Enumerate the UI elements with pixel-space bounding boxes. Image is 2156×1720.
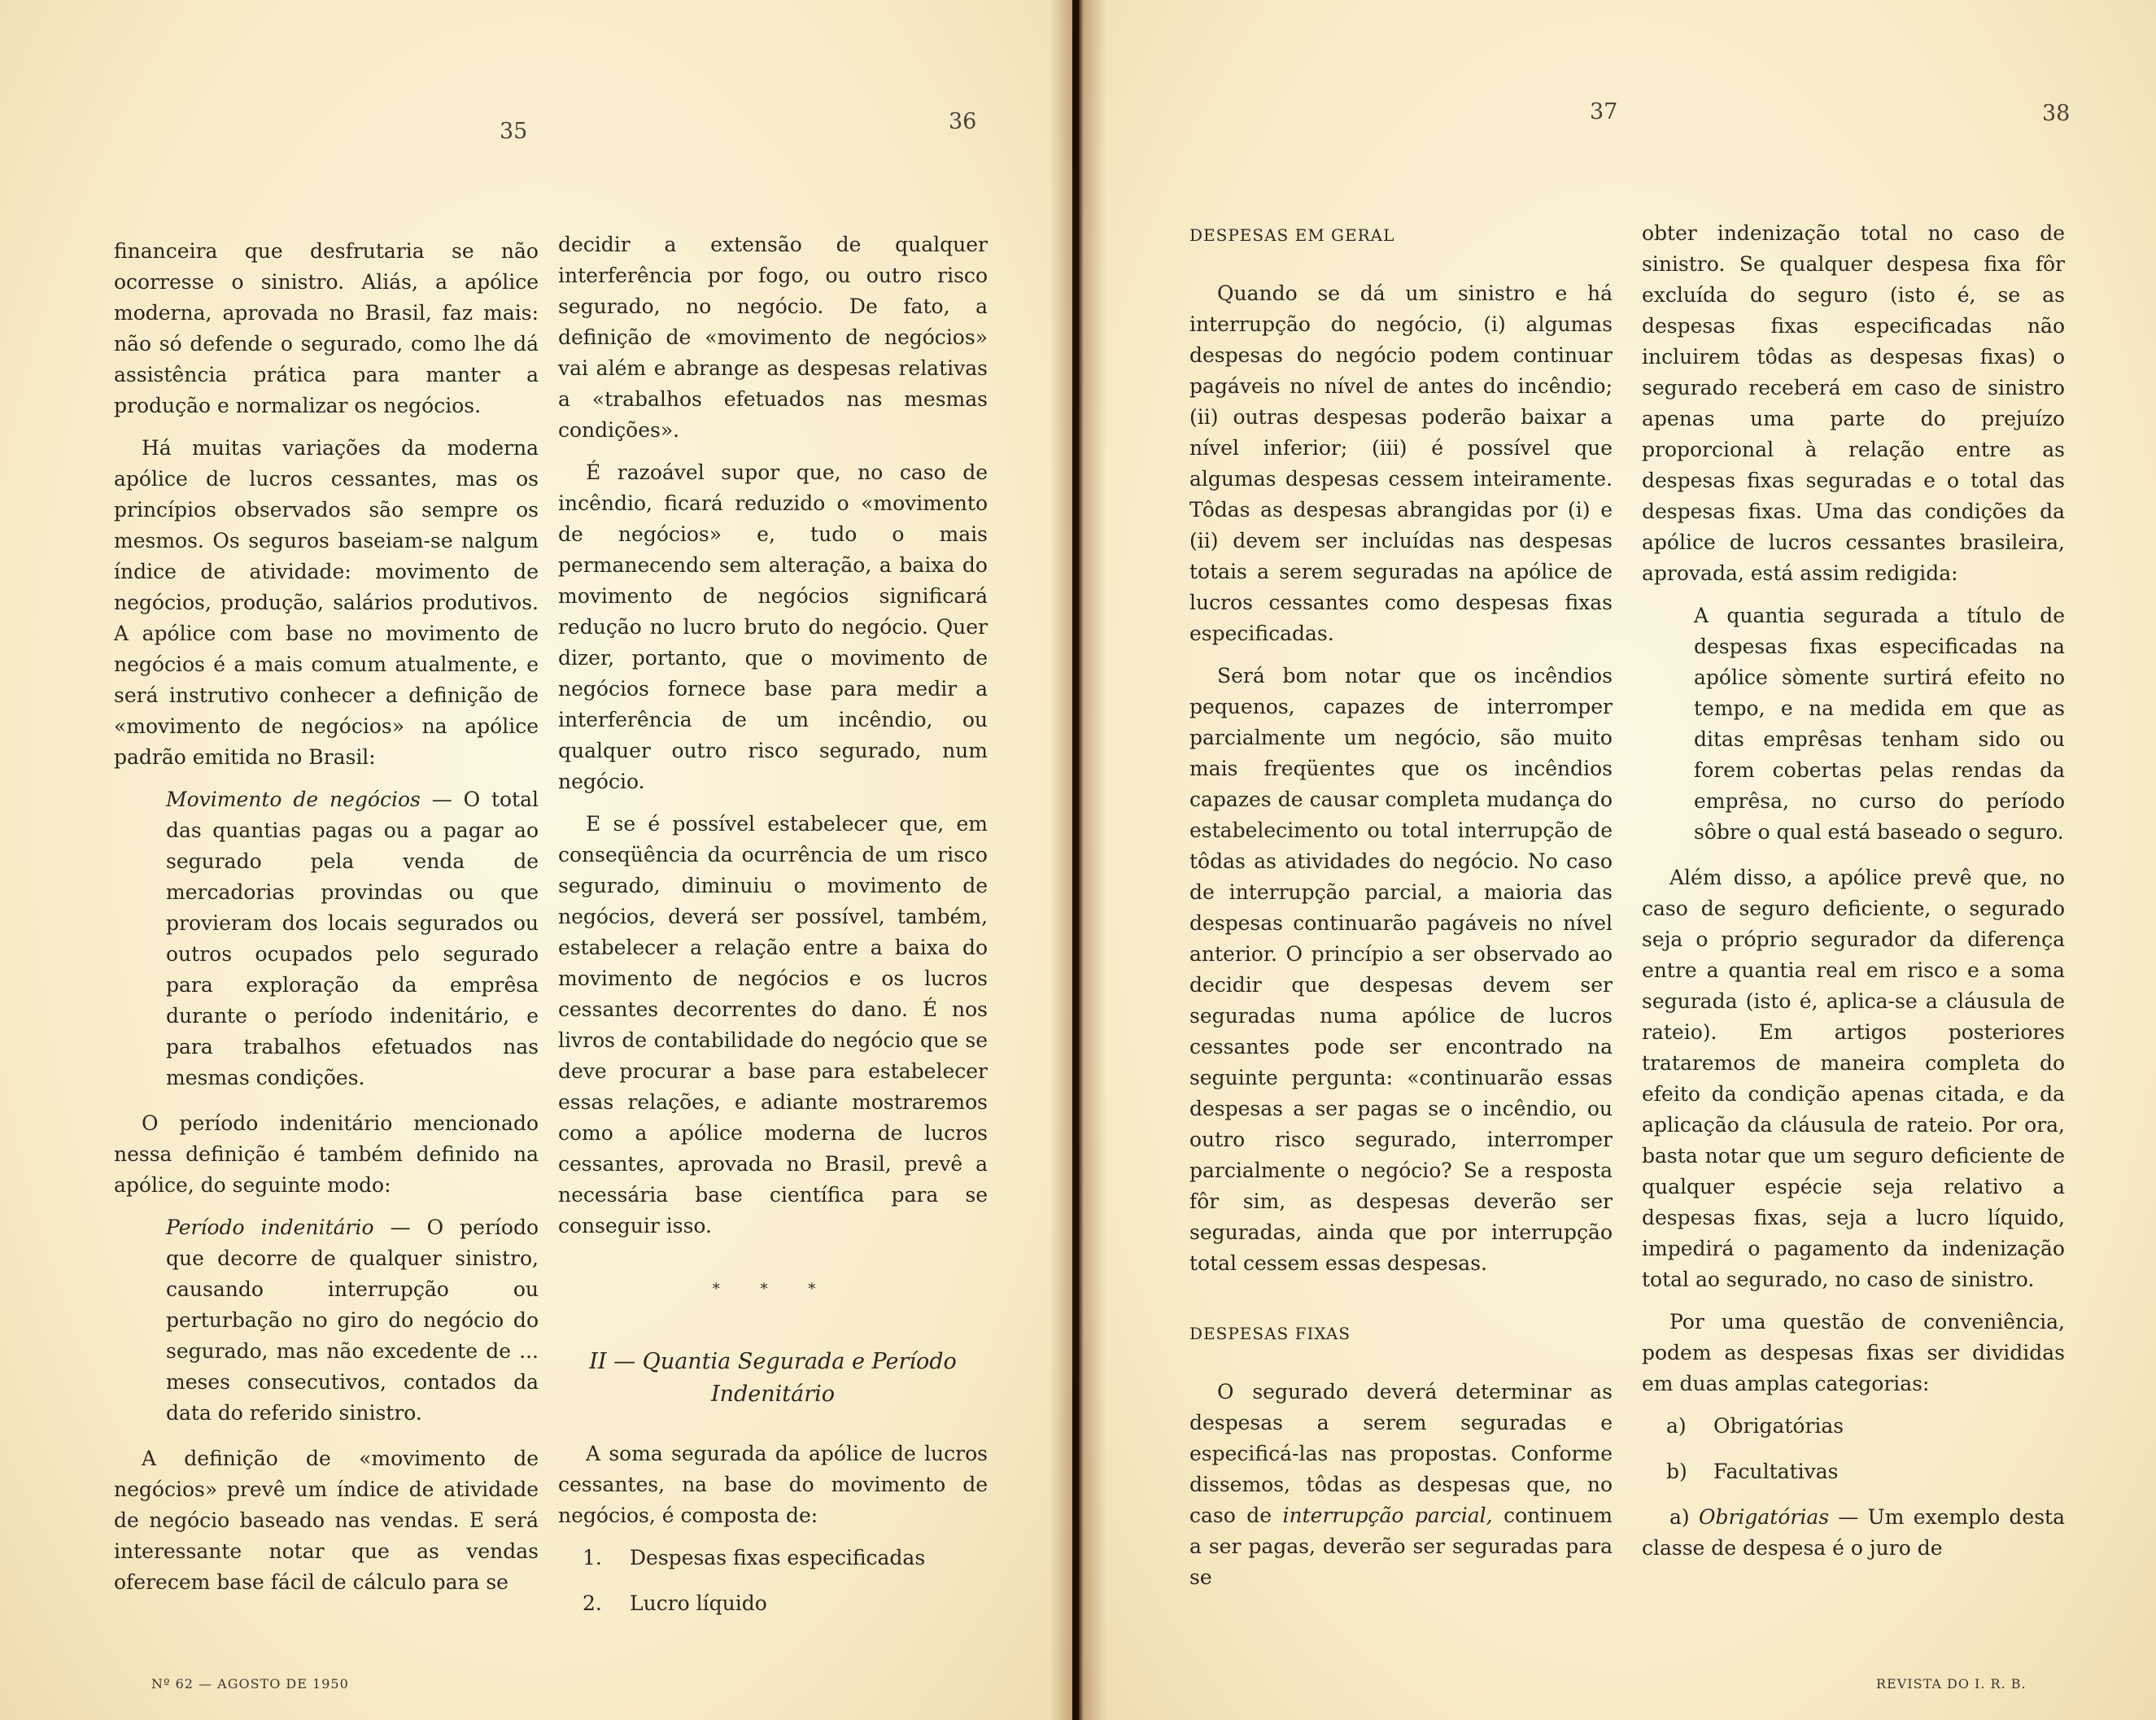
paragraph-text: continuem a ser pagas, deverão ser seguradas para se xyxy=(1189,1504,1613,1589)
paragraph: E se é possível estabelecer que, em conseqüência da ocurrência de um risco segurado, diminuiu o movimento de negócios, deverá ser possível, também, estabelecer a relação entre a baixa do movimento de negócios e os lucros cessantes decorrentes do dano. É nos livros de contabilidade do negócio que se deve procurar a base para estabelecer essas relações, e adiante mostraremos como a apólice moderna de lucros cessantes, aprovada no Brasil, prevê a necessária base científica para se conseguir isso. xyxy=(558,812,988,1238)
paragraph: Há muitas variações da moderna apólice de lucros cessantes, mas os princípios observados são sempre os mesmos. Os seguros baseiam-se nalgum índice de atividade: movimento de negócios, produção, salários produtivos. A apólice com base no movimento de negócios é a mais comum atualmente, e será instrutivo conhecer a definição de «movimento de negócios» na apólice padrão emitida no Brasil: xyxy=(114,436,539,769)
paragraph: A definição de «movimento de negócios» prevê um índice de atividade de negócio baseado nas vendas. E será interessante notar que as vendas oferecem base fácil de cálculo para se xyxy=(114,1447,539,1594)
column-page-36 xyxy=(558,229,988,1634)
paragraph: decidir a extensão de qualquer interferência por fogo, ou outro risco segurado, no negócio. De fato, a definição de «movimento de negócios» vai além e abrange as despesas relativas a «trabalhos efetuados nas mesmas condições». xyxy=(558,233,988,442)
list-item-text: Facultativas xyxy=(1713,1460,1839,1483)
list-item xyxy=(583,1588,988,1619)
definition-movimento xyxy=(166,784,539,1094)
page-number-35: 35 xyxy=(500,119,528,144)
page-number-37: 37 xyxy=(1590,99,1618,124)
list-item-letter: a) xyxy=(1666,1414,1687,1438)
paragraph xyxy=(1642,1502,2065,1564)
definition-term: Período indenitário xyxy=(166,1216,374,1239)
list-item-number: 1. xyxy=(583,1546,602,1569)
definition-text: — O total das quantias pagas ou a pagar ao segurado pela venda de mercadorias provindas ou que provieram dos locais segurados ou outros ocupados pelo segurado para exploração da emprêsa durante o período indenitário, e para trabalhos efetuados nas mesmas condições. xyxy=(166,788,539,1089)
section-label: DESPESAS EM GERAL xyxy=(1189,225,1395,245)
column-page-37 xyxy=(1189,220,1613,1604)
page-number-38: 38 xyxy=(2042,101,2071,126)
list-item xyxy=(1666,1411,2065,1442)
paragraph xyxy=(1189,1377,1613,1593)
section-label: DESPESAS FIXAS xyxy=(1189,1324,1351,1343)
paragraph: Além disso, a apólice prevê que, no caso de seguro deficiente, o segurado seja o próprio segurador da diferença entre a quantia real em risco e a soma segurada (isto é, aplica-se a cláusula de rateio). Em artigos posteriores trataremos de maneira completa do efeito da condição apenas citada, e da aplicação da cláusula de rateio. Por ora, basta notar que um seguro deficiente de qualquer espécie seja relativo a despesas fixas, seja a lucro líquido, impedirá o pagamento da indenização total ao segurado, no caso de sinistro. xyxy=(1642,866,2065,1291)
list-item-text: Lucro líquido xyxy=(630,1591,767,1615)
definition-term: Movimento de negócios xyxy=(166,788,421,811)
paragraph-text: O segurado deverá determinar as despesas a serem seguradas e especificá-las nas propostas. Conforme dissemos, tôdas as despesas que, no caso de xyxy=(1189,1380,1613,1527)
paragraph: O período indenitário mencionado nessa definição é também definido na apólice, do seguinte modo: xyxy=(114,1111,539,1197)
paragraph: Será bom notar que os incêndios pequenos, capazes de interromper parcialmente um negócio, são muito mais freqüentes que os incêndios capazes de causar completa mudança do estabelecimento ou total interrupção de tôdas as atividades do negócio. No caso de interrupção parcial, a maioria das despesas continuarão pagáveis no nível anterior. O princípio a ser observado ao decidir que despesas devem ser seguradas numa apólice de lucros cessantes pode ser encontrado na seguinte pergunta: «continuarão essas despesas a ser pagas se o incêndio, ou outro risco segurado, interromper parcialmente o negócio? Se a resposta fôr sim, as despesas deverão ser seguradas, ainda que por interrupção total cessem essas despesas. xyxy=(1189,664,1613,1275)
book-spine xyxy=(1072,0,1079,1720)
paragraph: Por uma questão de conveniência, podem as despesas fixas ser divididas em duas amplas categorias: xyxy=(1642,1310,2065,1395)
paragraph: financeira que desfrutaria se não ocorresse o sinistro. Aliás, a apólice moderna, aprovada no Brasil, faz mais: não só defende o segurado, como lhe dá assistência prática para manter a produção e normalizar os negócios. xyxy=(114,239,539,417)
paragraph-term: Obrigatórias xyxy=(1698,1505,1830,1529)
paragraph: Quando se dá um sinistro e há interrupção do negócio, (i) algumas despesas do negócio podem continuar pagáveis no nível de antes do incêndio; (ii) outras despesas poderão baixar a nível inferior; (iii) é possível que algumas despesas cessem inteiramente. Tôdas as despesas abrangidas por (i) e (ii) devem ser incluídas nas despesas totais a serem seguradas na apólice de lucros cessantes como despesas fixas especificadas. xyxy=(1189,282,1613,645)
section-heading: II — Quantia Segurada e Período Indenitário xyxy=(589,1349,957,1407)
list-item xyxy=(583,1543,988,1574)
column-page-38 xyxy=(1642,218,2065,1575)
definition-text: — O período que decorre de qualquer sinistro, causando interrupção ou perturbação no giro do negócio do segurado, mas não excedente de ... meses consecutivos, contados da data do referido sinistro. xyxy=(166,1216,539,1425)
list-item-text: Despesas fixas especificadas xyxy=(630,1546,926,1569)
footer-publication: REVISTA DO I. R. B. xyxy=(1876,1676,2027,1692)
page-number-36: 36 xyxy=(949,109,977,134)
paragraph: obter indenização total no caso de sinistro. Se qualquer despesa fixa fôr excluída do seguro (isto é, se as despesas fixas especificadas não incluirem tôdas as despesas fixas) o segurado receberá em caso de sinistro apenas uma parte do prejuízo proporcional à relação entre as despesas fixas seguradas e o total das despesas fixas. Uma das condições da apólice de lucros cessantes brasileira, aprovada, está assim redigida: xyxy=(1642,221,2065,585)
list-item xyxy=(1666,1456,2065,1487)
paragraph-emphasis: interrupção parcial, xyxy=(1282,1504,1493,1527)
paragraph-text: — Um exemplo desta classe de despesa é o juro de xyxy=(1642,1505,2065,1560)
quoted-condition: A quantia segurada a título de despesas fixas especificadas na apólice sòmente surtirá efeito no tempo, e na medida em que as ditas emprêsas tenham sido ou forem cobertas pelas rendas da emprêsa, no curso do período sôbre o qual está baseado o seguro. xyxy=(1694,604,2065,844)
list-item-text: Obrigatórias xyxy=(1713,1414,1844,1438)
list-item-letter: b) xyxy=(1666,1460,1687,1483)
list-item-number: 2. xyxy=(583,1591,602,1615)
footer-issue: Nº 62 — AGOSTO DE 1950 xyxy=(151,1676,349,1692)
section-separator: * * * xyxy=(712,1281,834,1298)
paragraph: A soma segurada da apólice de lucros cessantes, na base do movimento de negócios, é composta de: xyxy=(558,1442,988,1527)
definition-periodo xyxy=(166,1212,539,1429)
column-page-35 xyxy=(114,236,539,1609)
paragraph: É razoável supor que, no caso de incêndio, ficará reduzido o «movimento de negócios» e, tudo o mais permanecendo sem alteração, a baixa do movimento de negócios significará redução no lucro bruto do negócio. Quer dizer, portanto, que o movimento de negócios fornece base para medir a interferência de um incêndio, ou qualquer outro risco segurado, num negócio. xyxy=(558,461,988,793)
paragraph-label: a) xyxy=(1669,1505,1690,1529)
